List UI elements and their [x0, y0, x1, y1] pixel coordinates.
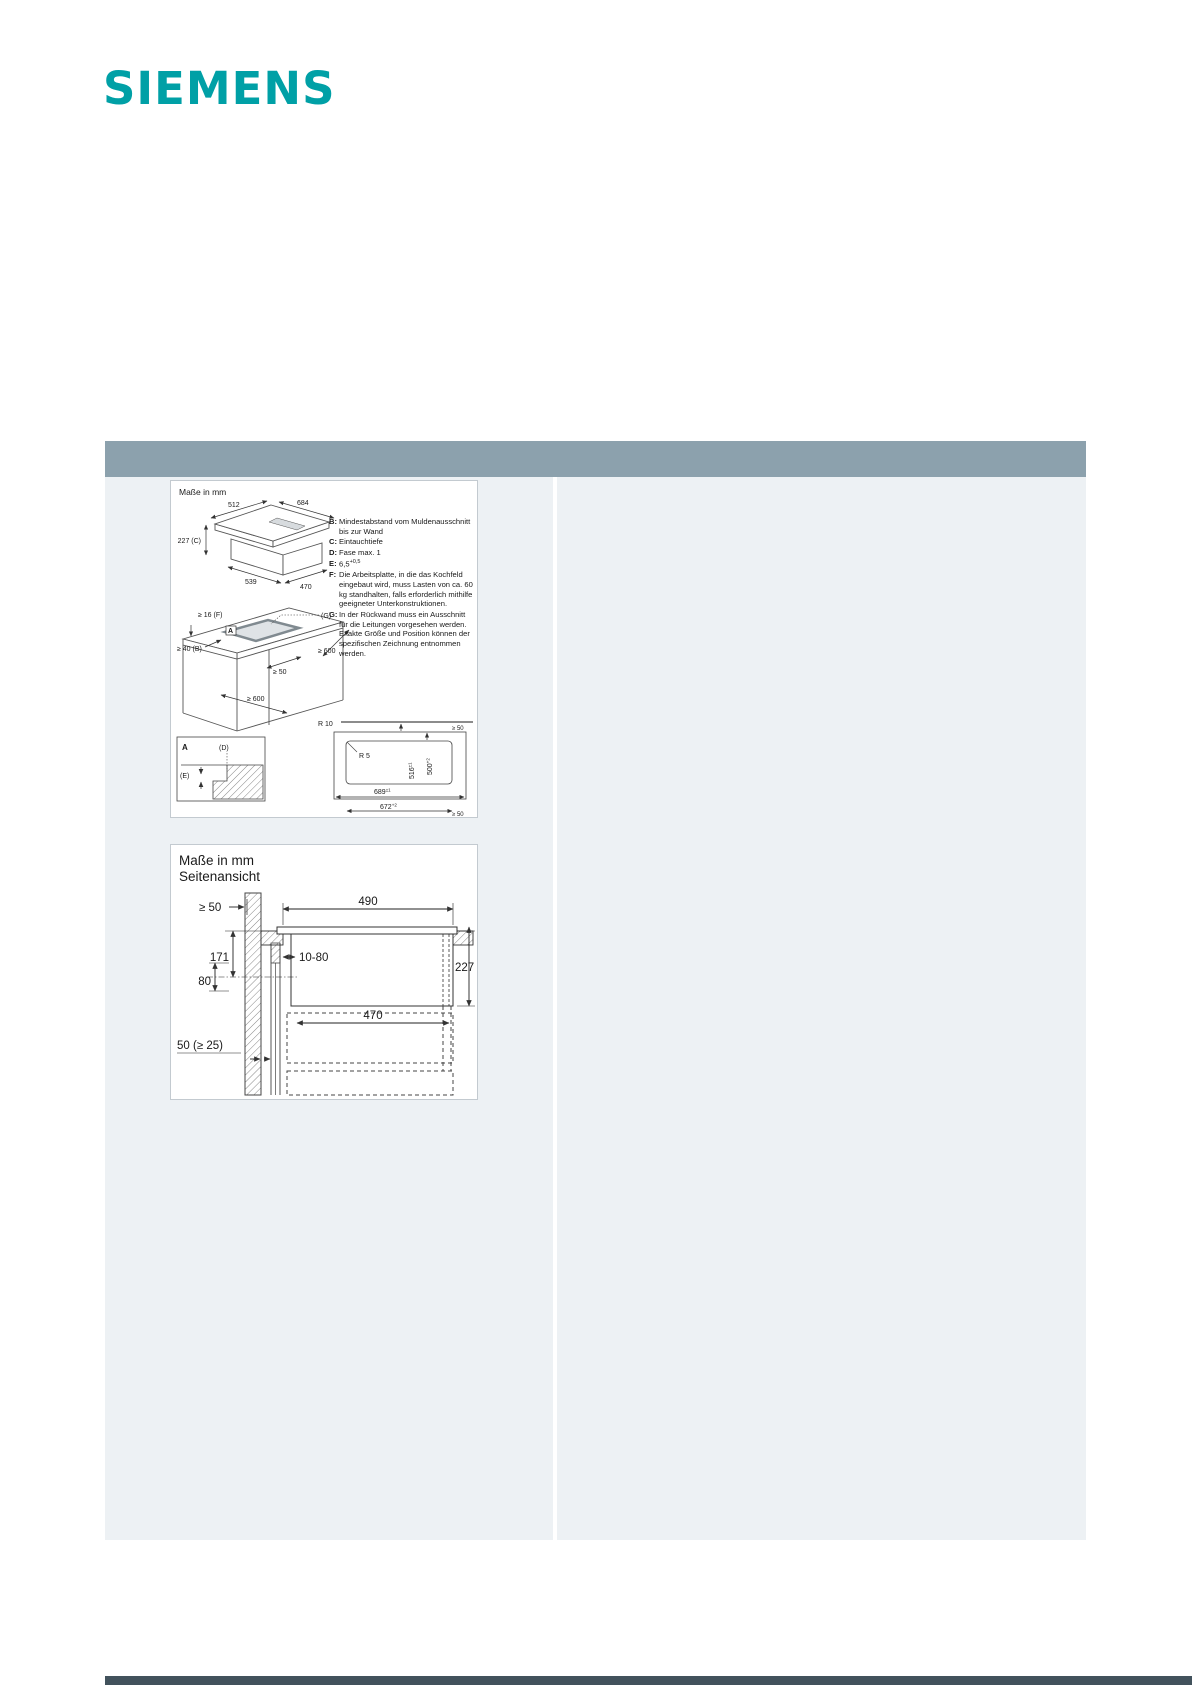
footer-bar [105, 1676, 1192, 1685]
section-header-bar [105, 441, 1086, 477]
cutout-dim-500: $500^{+2}$ [425, 758, 434, 775]
counter-dim-600-right: ≥ 600 [318, 648, 336, 655]
counter-dim-16F: ≥ 16 (F) [198, 612, 223, 619]
cutout-r10: R 10 [318, 721, 333, 728]
diagram2-title-2: Seitenansicht [179, 869, 261, 884]
hob-dim-512: 512 [228, 502, 240, 509]
dim-470: 470 [363, 1010, 383, 1022]
detail-a-label: A [182, 743, 188, 752]
installation-diagram [170, 480, 478, 818]
hob-dim-470: 470 [300, 584, 312, 591]
dim-171: 171 [209, 952, 229, 964]
side-view-drawing [171, 845, 477, 1099]
cutout-dim-689: $689^{\pm 1}$ [374, 787, 391, 796]
detail-a-d: (D) [219, 745, 229, 752]
detail-a-e: (E) [180, 773, 190, 780]
counter-dim-600-bottom: ≥ 600 [247, 696, 265, 703]
legend-item-g: G: In der Rückwand muss ein Ausschnitt für die Leitungen vorgesehen werden. Exakte Größe und Position können der spezifischen Zeichnung entnommen werden. [329, 610, 470, 658]
legend-item-d: D: Fase max. 1 [329, 548, 381, 558]
legend-item-f: F: Die Arbeitsplatte, in die das Kochfeld eingebaut wird, muss Lasten von ca. 60 kg standhalten, falls erforderlich mithilfe geeigneter Unterkonstruktionen. [329, 570, 473, 609]
hob-dim-684: 684 [297, 500, 309, 507]
dim-10-80: 10-80 [299, 952, 329, 964]
hob-dim-539: 539 [245, 579, 257, 586]
dim-bottom-clearance: 50 (≥ 25) [177, 1040, 223, 1052]
diagram1-legend [329, 517, 475, 660]
hob-isometric [215, 505, 329, 575]
cutout-clearance-top: ≥ 50 [452, 726, 464, 732]
legend-item-e: E: $6,5^{+0,5}$ [329, 558, 361, 569]
cutout-r5: R 5 [359, 753, 370, 760]
column-divider [553, 477, 557, 1540]
dim-490: 490 [358, 896, 378, 908]
counter-dim-40B: ≥ 40 (B) [177, 646, 202, 653]
diagram2-title-1: Maße in mm [179, 853, 255, 868]
dim-wall-clearance: ≥ 50 [199, 902, 222, 914]
dim-227: 227 [455, 962, 475, 974]
side-view-diagram [170, 844, 478, 1100]
cutout-dim-672: $672^{+2}$ [380, 802, 397, 811]
cutout-clearance-bottom: ≥ 50 [452, 812, 464, 817]
siemens-logo: SIEMENS [103, 62, 336, 115]
dim-80: 80 [198, 976, 211, 988]
counter-isometric [183, 608, 343, 731]
wall-section [245, 893, 280, 1095]
cutout-dim-516: $516^{\pm 1}$ [407, 762, 416, 779]
content-area [105, 477, 1086, 1540]
hob-dim-227: 227 (C) [177, 538, 201, 545]
legend-item-c: C: Eintauchtiefe [329, 537, 383, 547]
worktop-and-hob [261, 927, 473, 1006]
cutout-plan [334, 722, 473, 811]
legend-item-b: B: Mindestabstand vom Muldenausschnitt bis zur Wand [329, 517, 471, 536]
counter-dim-50: ≥ 50 [273, 669, 287, 676]
counter-label-g: (G) [321, 613, 332, 620]
diagram1-title: Maße in mm [179, 487, 227, 497]
detail-marker-a: A [228, 628, 234, 635]
